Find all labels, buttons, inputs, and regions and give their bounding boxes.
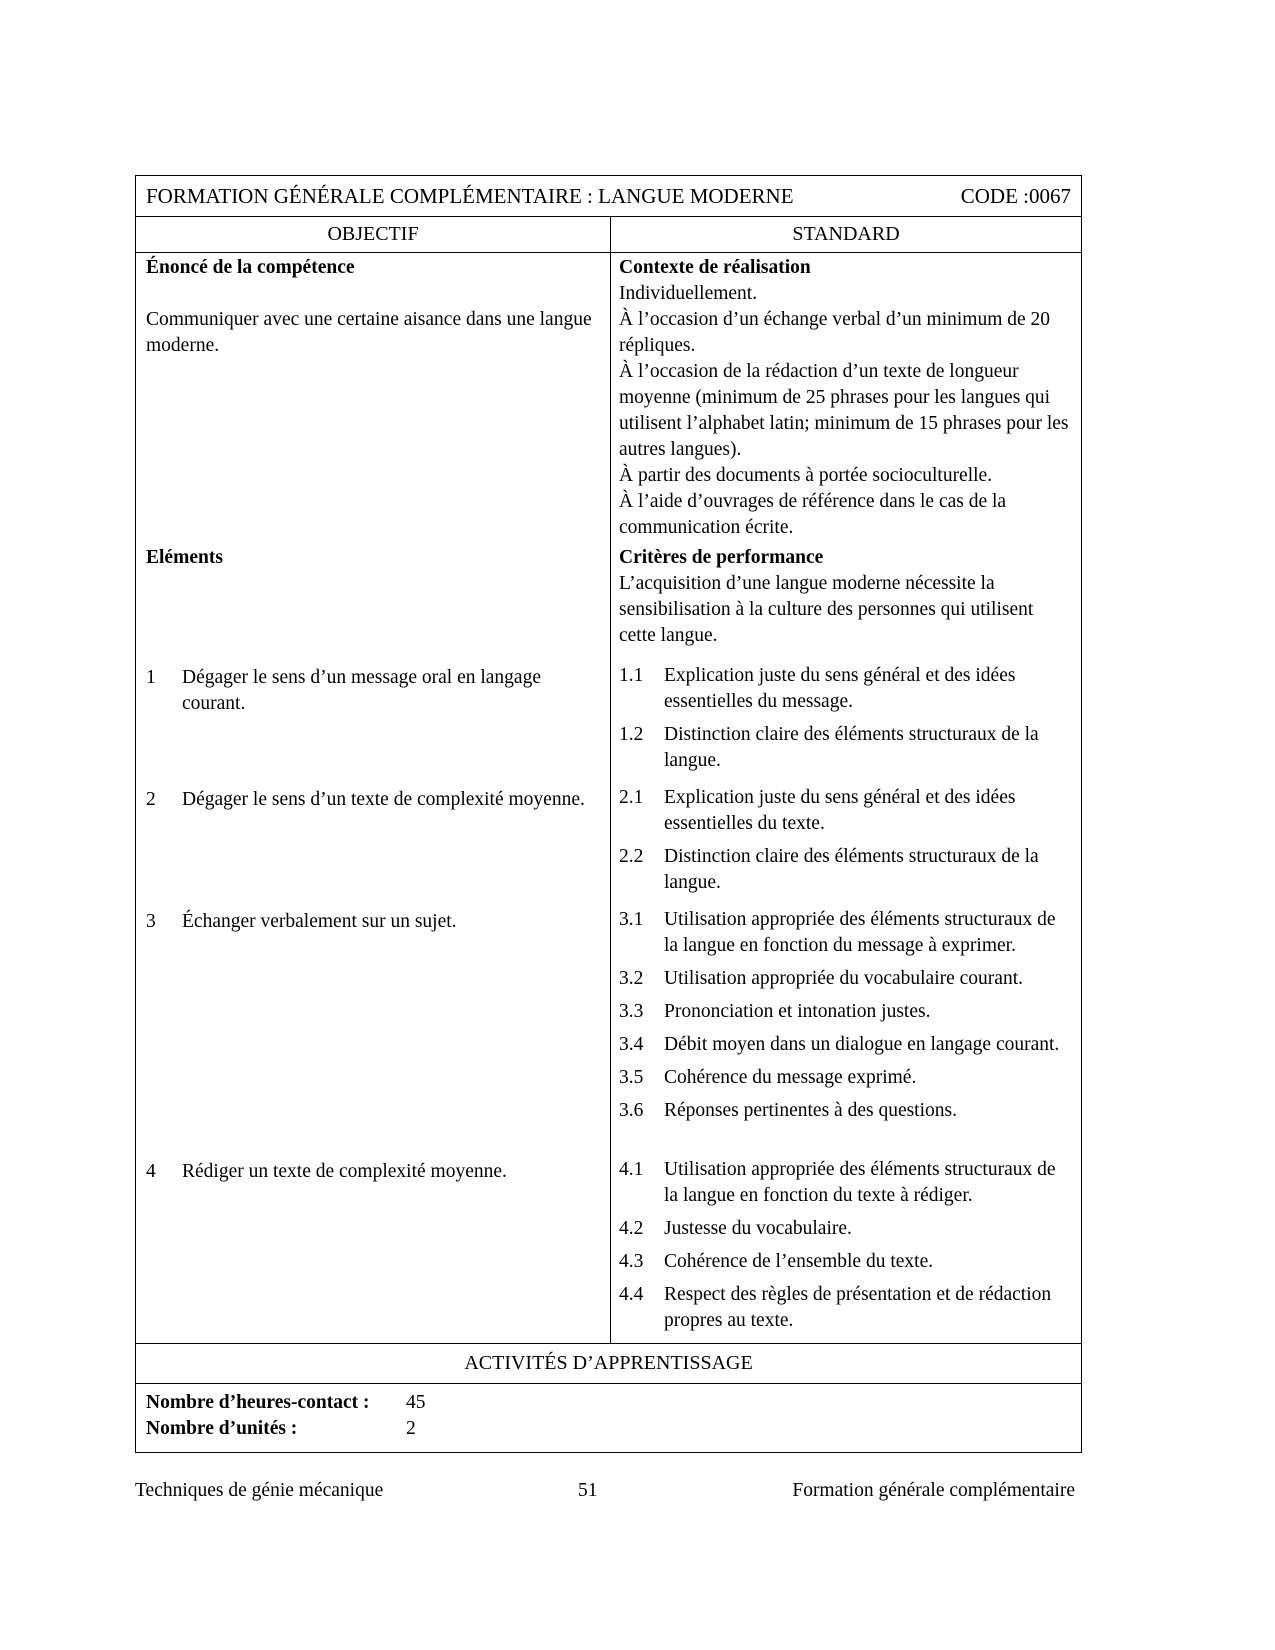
criterion-item [619, 722, 1069, 774]
criterion-item [619, 1098, 1069, 1124]
criterion-item [619, 1216, 1069, 1242]
criterion-number: 3.3 [619, 1001, 644, 1022]
criterion-text: Explication juste du sens général et des idées essentielles du texte. [664, 787, 1016, 834]
criterion-number: 4.1 [619, 1159, 644, 1180]
criterion-text: Explication juste du sens général et des idées essentielles du message. [664, 665, 1016, 712]
cell-criteria-4 [611, 1155, 1081, 1343]
criterion-text: Utilisation appropriée des éléments structuraux de la langue en fonction du texte à rédiger. [664, 1159, 1056, 1206]
criterion-number: 3.4 [619, 1034, 644, 1055]
criterion-number: 4.4 [619, 1284, 644, 1305]
criterion-text: Cohérence de l’ensemble du texte. [664, 1251, 934, 1272]
units-value: 2 [406, 1418, 416, 1439]
cell-criteria-1 [611, 661, 1081, 783]
criterion-item [619, 999, 1069, 1025]
criterion-number: 3.6 [619, 1100, 644, 1121]
criterion-text: Respect des règles de présentation et de rédaction propres au texte. [664, 1284, 1052, 1331]
criterion-number: 3.2 [619, 968, 644, 989]
footer-right: Formation générale complémentaire [792, 1480, 1075, 1501]
cell-element-3 [136, 905, 611, 1155]
criterion-number: 1.1 [619, 665, 644, 686]
enonce-heading: Énoncé de la compétence [146, 257, 355, 278]
element-item [146, 665, 598, 717]
contexte-item: À l’aide d’ouvrages de référence dans le cas de la communication écrite. [619, 491, 1007, 538]
criterion-number: 2.2 [619, 846, 644, 867]
element-text: Dégager le sens d’un message oral en langage courant. [182, 667, 541, 714]
cell-element-4 [136, 1155, 611, 1343]
element-number: 1 [146, 667, 156, 688]
element-text: Dégager le sens d’un texte de complexité moyenne. [182, 789, 585, 810]
contexte-item: À partir des documents à portée socioculturelle. [619, 465, 993, 486]
cell-criteres-heading [611, 543, 1081, 661]
cell-criteria-3 [611, 905, 1081, 1155]
criterion-item [619, 1065, 1069, 1091]
criterion-item [619, 1249, 1069, 1275]
element-text: Échanger verbalement sur un sujet. [182, 911, 457, 932]
cell-element-2 [136, 783, 611, 905]
units-label: Nombre d’unités : [146, 1418, 298, 1439]
criterion-item [619, 785, 1069, 837]
contexte-item: À l’occasion d’un échange verbal d’un minimum de 20 répliques. [619, 309, 1051, 356]
hours-section [136, 1384, 1081, 1452]
criterion-text: Débit moyen dans un dialogue en langage courant. [664, 1034, 1060, 1055]
document-code: CODE :0067 [960, 184, 1071, 208]
criteres-intro: L’acquisition d’une langue moderne nécessite la sensibilisation à la culture des personnes qui utilisent cette langue. [619, 573, 1034, 646]
elements-heading: Eléments [146, 547, 223, 568]
contexte-item: Individuellement. [619, 283, 758, 304]
criterion-text: Utilisation appropriée du vocabulaire courant. [664, 968, 1023, 989]
cell-element-1 [136, 661, 611, 783]
element-text: Rédiger un texte de complexité moyenne. [182, 1161, 507, 1182]
criterion-item [619, 1032, 1069, 1058]
criterion-number: 4.3 [619, 1251, 644, 1272]
criterion-item [619, 907, 1069, 959]
element-item [146, 909, 598, 935]
column-header-objectif: OBJECTIF [136, 217, 611, 252]
criterion-item [619, 844, 1069, 896]
criterion-number: 3.1 [619, 909, 644, 930]
criterion-item [619, 1282, 1069, 1334]
footer-page-number: 51 [578, 1480, 598, 1501]
criterion-text: Distinction claire des éléments structuraux de la langue. [664, 846, 1039, 893]
contexte-item: À l’occasion de la rédaction d’un texte de longueur moyenne (minimum de 25 phrases pour les langues qui utilisent l’alphabet latin; minimum de 15 phrases pour les autres langues). [619, 361, 1069, 460]
table-title-row [136, 176, 1081, 217]
criterion-text: Utilisation appropriée des éléments structuraux de la langue en fonction du message à exprimer. [664, 909, 1056, 956]
element-item [146, 1159, 598, 1185]
table-body [136, 253, 1081, 1343]
cell-elements-heading [136, 543, 611, 661]
criterion-text: Prononciation et intonation justes. [664, 1001, 931, 1022]
program-table [135, 175, 1082, 1453]
hours-contact-value: 45 [406, 1392, 426, 1413]
criterion-text: Réponses pertinentes à des questions. [664, 1100, 957, 1121]
hours-contact-label: Nombre d’heures-contact : [146, 1392, 370, 1413]
criterion-text: Cohérence du message exprimé. [664, 1067, 917, 1088]
units-line [146, 1416, 1071, 1442]
element-number: 3 [146, 911, 156, 932]
criterion-text: Distinction claire des éléments structuraux de la langue. [664, 724, 1039, 771]
criterion-item [619, 966, 1069, 992]
criterion-number: 2.1 [619, 787, 644, 808]
cell-contexte [611, 253, 1081, 543]
criterion-text: Justesse du vocabulaire. [664, 1218, 852, 1239]
contexte-heading: Contexte de réalisation [619, 257, 811, 278]
footer-left: Techniques de génie mécanique [135, 1480, 384, 1501]
column-headers [136, 217, 1081, 253]
enonce-text: Communiquer avec une certaine aisance dans une langue moderne. [146, 309, 592, 356]
element-number: 4 [146, 1161, 156, 1182]
document-title: FORMATION GÉNÉRALE COMPLÉMENTAIRE : LANGUE MODERNE [146, 184, 794, 208]
criterion-number: 1.2 [619, 724, 644, 745]
criterion-item [619, 663, 1069, 715]
element-item [146, 787, 598, 813]
hours-contact-line [146, 1390, 1071, 1416]
cell-enonce [136, 253, 611, 543]
activities-heading: ACTIVITÉS D’APPRENTISSAGE [136, 1343, 1081, 1384]
cell-criteria-2 [611, 783, 1081, 905]
element-number: 2 [146, 789, 156, 810]
criterion-number: 4.2 [619, 1218, 644, 1239]
page-footer [135, 1478, 1075, 1504]
criterion-number: 3.5 [619, 1067, 644, 1088]
criterion-item [619, 1157, 1069, 1209]
column-header-standard: STANDARD [792, 223, 900, 245]
criteres-heading: Critères de performance [619, 547, 824, 568]
spacer [146, 281, 598, 307]
